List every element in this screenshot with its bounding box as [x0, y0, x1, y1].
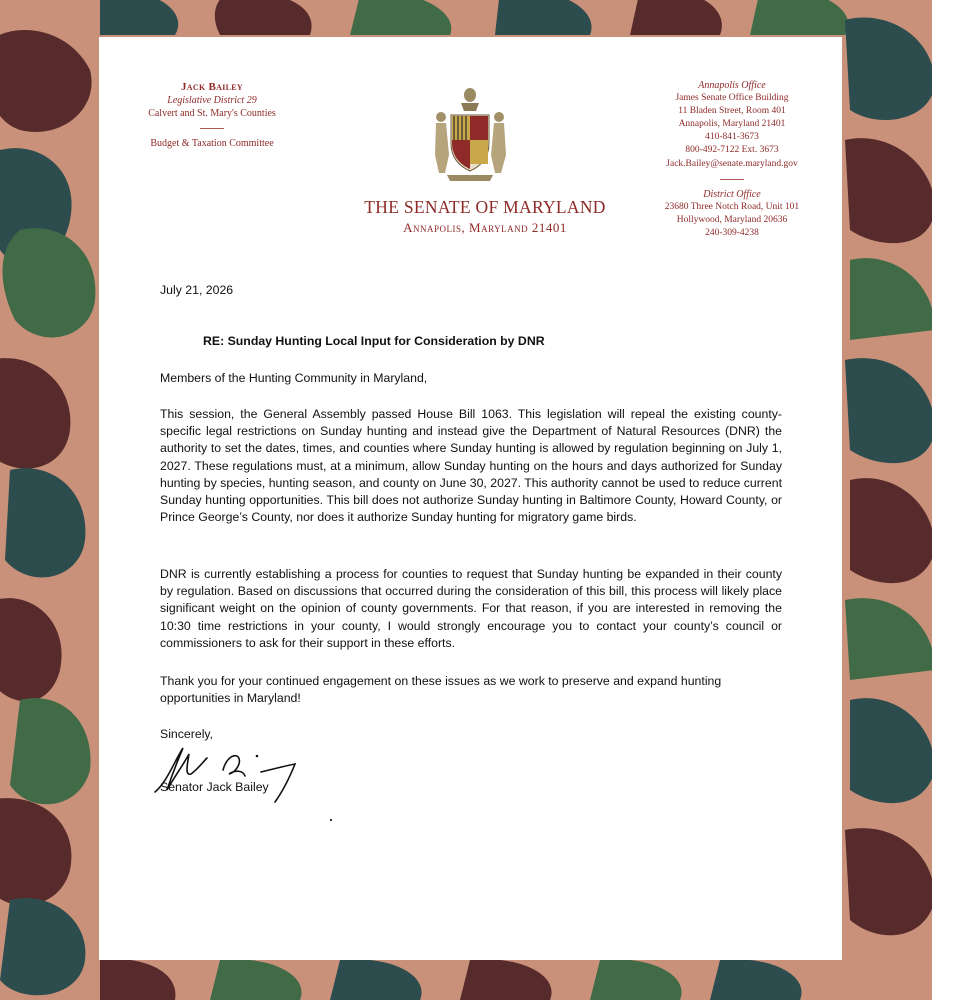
- letter-page: [99, 37, 842, 960]
- letterhead-right: [647, 79, 817, 240]
- annapolis-phone: 410-841-3673: [705, 132, 759, 143]
- annapolis-line: James Senate Office Building: [675, 93, 789, 104]
- email-address: Jack.Bailey@senate.maryland.gov: [666, 158, 798, 169]
- paragraph-1: This session, the General Assembly passed House Bill 1063. This legislation will repeal the existing county-specific legal restrictions on Sunday hunting and instead give the Department of Natural Resources (DNR) the authority to set the dates, times, and counties where Sunday hunting is allowed by regulation beginning on July 1, 2027. These regulations must, at a minimum, allow Sunday hunting on the hours and days authorized for Sunday hunting by species, hunting season, and county on June 30, 2027. This authority cannot be used to reduce current Sunday hunting opportunities. This bill does not authorize Sunday hunting in Baltimore County, Howard County, or Prince George’s County, nor does it authorize Sunday hunting for migratory game birds.: [160, 407, 782, 525]
- salutation: Members of the Hunting Community in Maryland,: [160, 371, 428, 385]
- paragraph-3: Thank you for your continued engagement on these issues as we work to preserve and expand hunting opportunities in Maryland!: [160, 674, 722, 706]
- maryland-seal-icon: [427, 85, 513, 185]
- letter-subject: RE: Sunday Hunting Local Input for Consideration by DNR: [203, 334, 545, 348]
- senate-title: THE SENATE OF MARYLAND: [364, 197, 606, 217]
- closing: Sincerely,: [160, 727, 214, 741]
- letter-date: July 21, 2026: [160, 283, 234, 297]
- district-line: 23680 Three Notch Road, Unit 101: [664, 201, 800, 212]
- letterhead-left: [137, 81, 287, 150]
- annapolis-tollfree: 800-492-7122 Ext. 3673: [685, 145, 779, 156]
- senator-name: Jack Bailey: [180, 81, 243, 93]
- signer-name: Senator Jack Bailey: [160, 780, 269, 794]
- annapolis-line: Annapolis, Maryland 21401: [678, 119, 786, 130]
- senate-address: Annapolis, Maryland 21401: [403, 220, 567, 235]
- counties: Calvert and St. Mary's Counties: [148, 108, 276, 119]
- district-line: Hollywood, Maryland 20636: [676, 214, 788, 225]
- district-office-heading: District Office: [703, 188, 761, 200]
- paragraph-2: DNR is currently establishing a process for counties to request that Sunday hunting be expanded in their county by regulation. Based on discussions that occurred during the consideration of this bill, this process will likely place significant weight on the opinion of county governments. For that reason, if you are interested in removing the 10:30 time restrictions in your county, I would strongly encourage you to contact your county’s council or commissioners to ask for their support in these efforts.: [160, 567, 782, 650]
- divider: [720, 179, 744, 180]
- district-phone: 240-309-4238: [705, 227, 759, 238]
- stray-mark: [330, 819, 332, 821]
- annapolis-line: 11 Bladen Street, Room 401: [678, 106, 786, 117]
- legislative-district: Legislative District 29: [167, 95, 257, 106]
- committee: Budget & Taxation Committee: [150, 138, 274, 149]
- annapolis-office-heading: Annapolis Office: [698, 80, 766, 91]
- divider: [200, 128, 224, 129]
